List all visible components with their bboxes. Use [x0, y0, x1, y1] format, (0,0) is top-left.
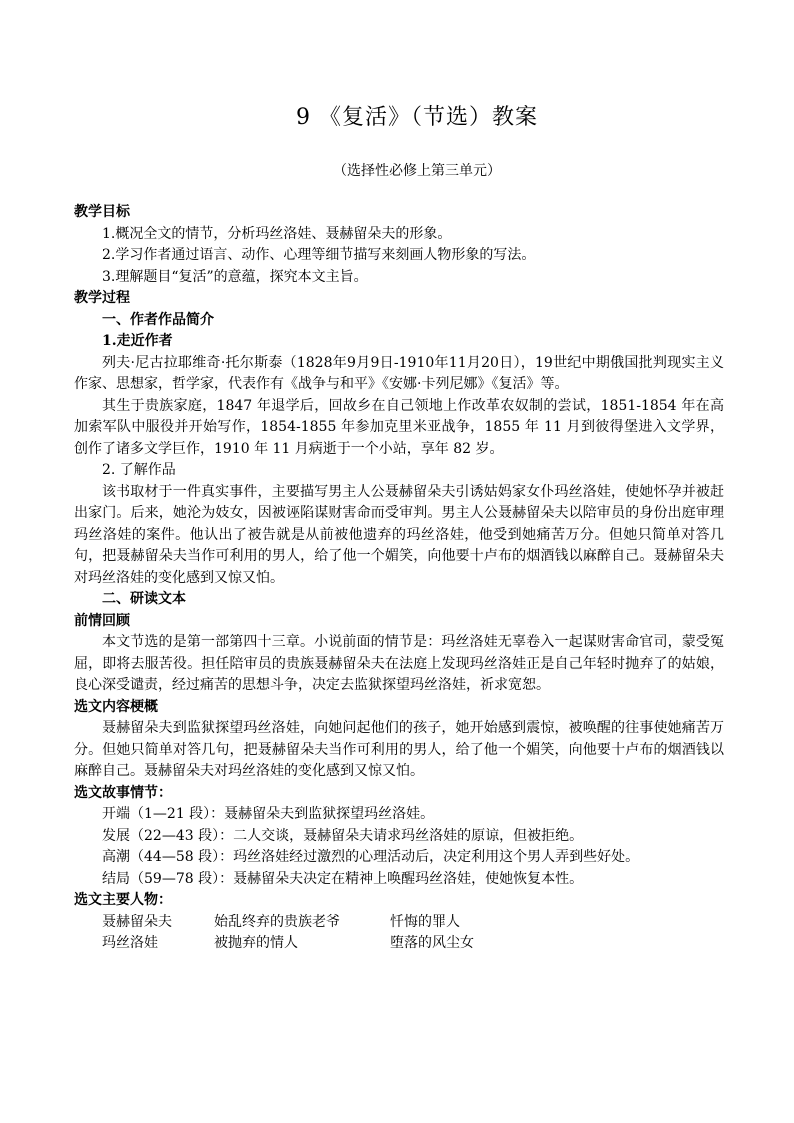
document-body	[74, 202, 724, 955]
summary-heading: 选文内容梗概	[74, 698, 158, 715]
goal-item: 1.概况全文的情节，分析玛丝洛娃、聂赫留朵夫的形象。	[102, 225, 452, 242]
character-role: 始乱终弃的贵族老爷	[214, 913, 340, 930]
paragraph: 聂赫留朵夫到监狱探望玛丝洛娃，向她问起他们的孩子，她开始感到震惊，被唤醒的往事使她痛苦万分。但她只简单对答几句，把聂赫留朵夫当作可利用的男人，给了他一个媚笑，向他要十卢布的烟酒钱以麻醉自己。聂赫留朵夫对玛丝洛娃的变化感到又惊又怕。	[74, 720, 724, 779]
page-subtitle: （选择性必修上第三单元）	[333, 163, 501, 179]
section-heading: 一、作者作品简介	[102, 311, 214, 328]
goals-heading: 教学目标	[74, 204, 130, 220]
goal-item: 3.理解题目“复活”的意蕴，探究本文主旨。	[102, 268, 368, 285]
character-row	[74, 912, 724, 934]
goal-item: 2.学习作者通过语言、动作、心理等细节描写来刻画人物形象的写法。	[102, 247, 536, 263]
character-name: 玛丝洛娃	[102, 935, 158, 951]
paragraph: 列夫·尼古拉耶维奇·托尔斯泰（1828年9月9日-1910年11月20日），19世纪中期俄国批判现实主义作家、思想家，哲学家，代表作有《战争与和平》《安娜·卡列尼娜》《复活》等。	[74, 354, 724, 392]
recap-heading: 前情回顾	[74, 612, 130, 629]
subsection-heading: 1.走近作者	[102, 333, 173, 349]
character-role: 堕落的风尘女	[390, 935, 474, 951]
plot-heading: 选文故事情节：	[74, 784, 172, 801]
character-row	[74, 933, 724, 955]
plot-item: 高潮（44—58 段）：玛丝洛娃经过激烈的心理活动后，决定利用这个男人弄到些好处。	[102, 849, 640, 865]
character-role: 被抛弃的情人	[214, 935, 298, 951]
paragraph: 本文节选的是第一部第四十三章。小说前面的情节是：玛丝洛娃无辜卷入一起谋财害命官司，蒙受冤屈，即将去服苦役。担任陪审员的贵族聂赫留朵夫在法庭上发现玛丝洛娃正是自己年轻时抛弃了的姑娘，良心深受谴责，经过痛苦的思想斗争，决定去监狱探望玛丝洛娃，祈求宽恕。	[74, 634, 724, 693]
plot-item: 发展（22—43 段）：二人交谈，聂赫留朵夫请求玛丝洛娃的原谅，但被拒绝。	[102, 827, 584, 844]
process-heading: 教学过程	[74, 290, 130, 306]
page-title: 9 《复活》（节选）教案	[296, 105, 538, 130]
subsection-heading: 2. 了解作品	[102, 462, 176, 478]
character-name: 聂赫留朵夫	[102, 913, 172, 930]
paragraph: 其生于贵族家庭，1847 年退学后，回故乡在自己领地上作改革农奴制的尝试，1851-1854 年在高加索军队中服役并开始写作，1854-1855 年参加克里米亚战争，1855 年 11 月到彼得堡进入文学界，创作了诸多文学巨作，1910 年 11 月病逝于一个小站，享年 82 岁。	[74, 397, 724, 457]
paragraph: 该书取材于一件真实事件，主要描写男主人公聂赫留朵夫引诱姑妈家女仆玛丝洛娃，使她怀孕并被赶出家门。后来，她沦为妓女，因被诬陷谋财害命而受审判。男主人公聂赫留朵夫以陪审员的身份出庭审理玛丝洛娃的案件。他认出了被告就是从前被他遗弃的玛丝洛娃，他受到她痛苦万分。但她只简单对答几句，把聂赫留朵夫当作可利用的男人，给了他一个媚笑，向他要十卢布的烟酒钱以麻醉自己。聂赫留朵夫对玛丝洛娃的变化感到又惊又怕。	[74, 483, 724, 586]
character-role: 忏悔的罪人	[390, 913, 460, 930]
section-heading: 二、研读文本	[102, 591, 186, 607]
plot-item: 开端（1—21 段）：聂赫留朵夫到监狱探望玛丝洛娃。	[102, 806, 435, 822]
plot-item: 结局（59—78 段）：聂赫留朵夫决定在精神上唤醒玛丝洛娃，使她恢复本性。	[102, 870, 584, 887]
characters-heading: 选文主要人物：	[74, 892, 172, 908]
